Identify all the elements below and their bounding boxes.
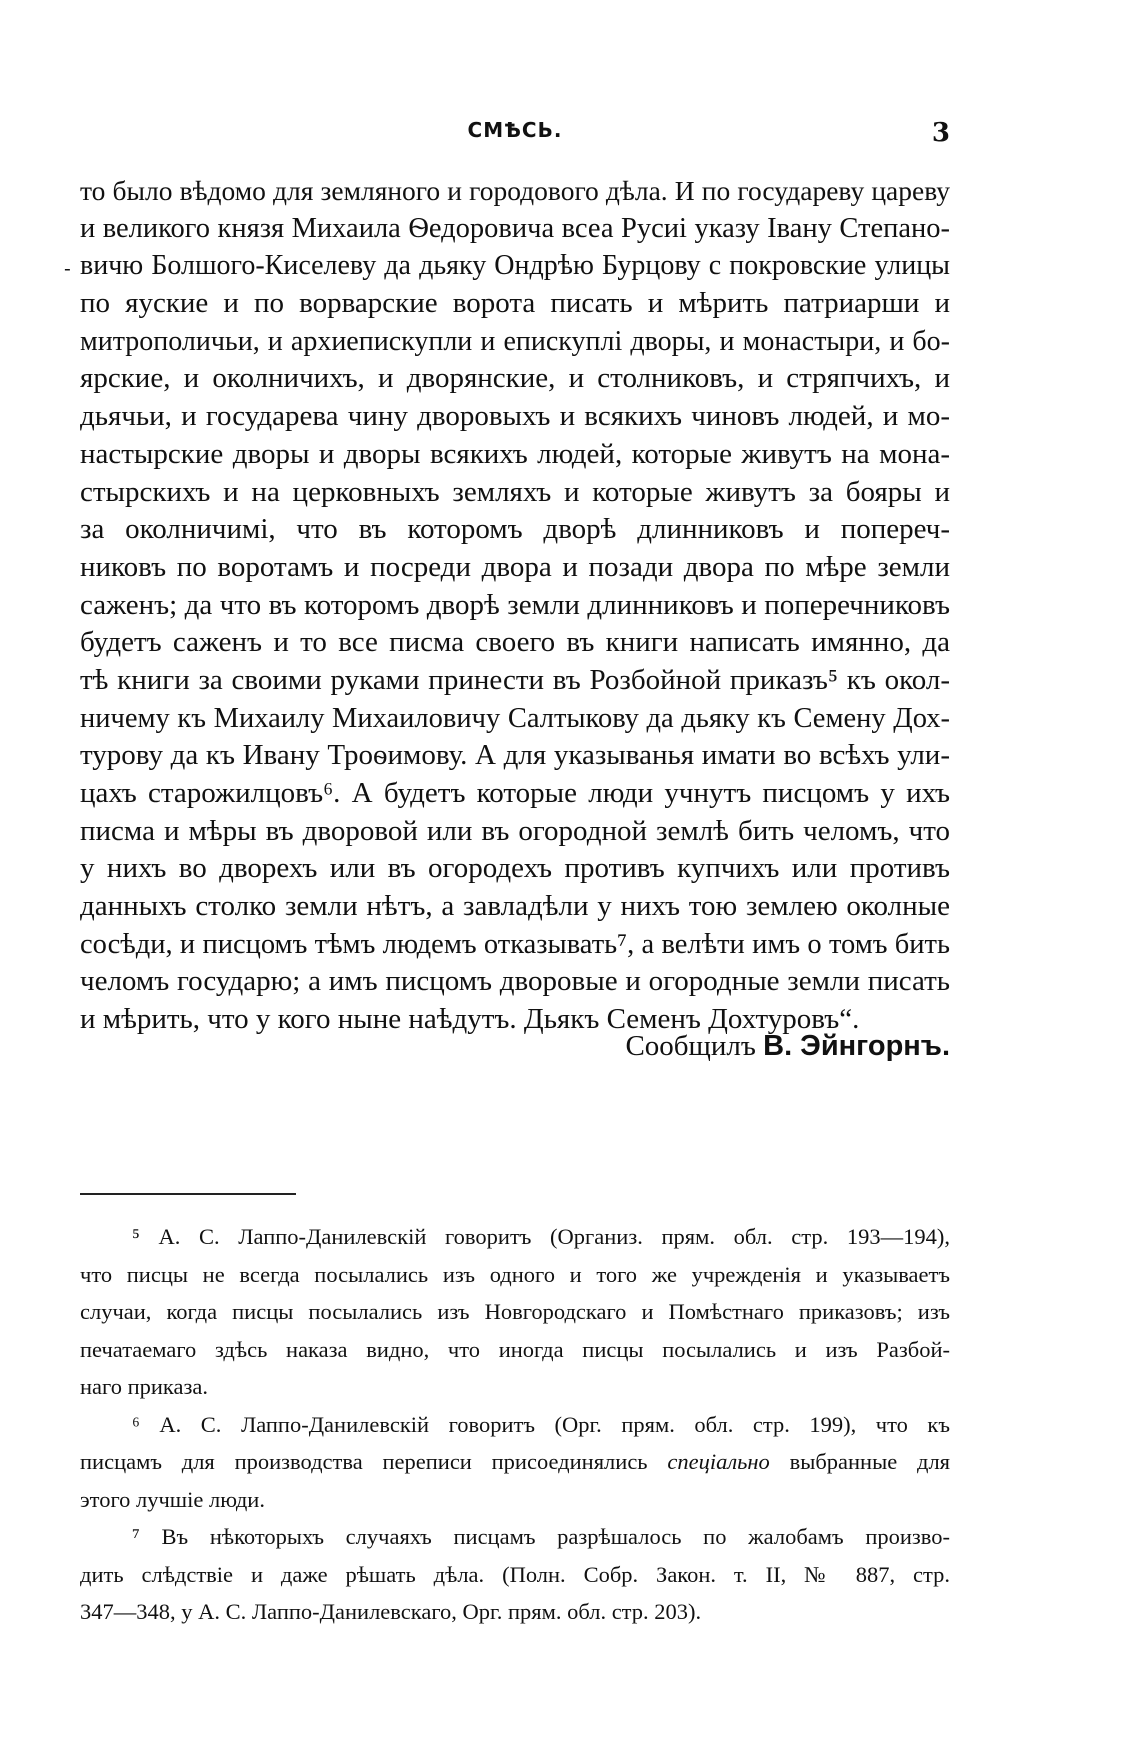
page-number: 3 xyxy=(931,118,950,148)
signature-author: В. Эйнгорнъ. xyxy=(763,1030,950,1062)
text-line: турову да къ Ивану Троѳимову. А для указыванья имати во всѣхъ ули- xyxy=(80,739,950,772)
footnote-6-text: писцамъ для производства переписи присоединялись xyxy=(80,1449,648,1474)
text-line: писма и мѣры въ дворовой или въ огородной землѣ бить челомъ, что xyxy=(80,814,950,847)
footnote-6-line xyxy=(80,1443,950,1481)
text-line: сосѣди, и писцомъ тѣмъ людемъ отказывать⁷, а велѣти имъ о томъ бить xyxy=(80,928,950,960)
footnote-5-line: наго приказа. xyxy=(80,1374,208,1399)
footnote-6-text: выбранные для xyxy=(789,1449,951,1474)
text-line: тѣ книги за своими руками принести въ Розбойной приказъ⁵ къ окол- xyxy=(80,663,950,696)
footnote-5-line: ⁵ А. С. Лаппо-Данилевскій говоритъ (Организ. прям. обл. стр. 193—194), xyxy=(132,1224,950,1249)
footnote-7-line: дить слѣдствіе и даже рѣшать дѣла. (Полн. Собр. Закон. т. II, № 887, стр. xyxy=(80,1561,950,1587)
text-line: дьячьи, и государева чину дворовыхъ и всякихъ чиновъ людей, и мо- xyxy=(80,400,950,433)
footnote-7-line: ⁷ Въ нѣкоторыхъ случаяхъ писцамъ разрѣшалось по жалобамъ произво- xyxy=(132,1524,950,1549)
text-line: ничему къ Михаилу Михаиловичу Салтыкову да дьяку къ Семену Дох- xyxy=(80,702,950,734)
text-line: будетъ саженъ и то все писма своего въ книги написать имянно, да xyxy=(80,626,950,659)
text-line: настырские дворы и дворы всякихъ людей, которые живутъ на мона- xyxy=(80,437,950,470)
text-line: стырскихъ и на церковныхъ земляхъ и которые живутъ за бояры и xyxy=(80,475,950,508)
running-title: СМѢСЬ. xyxy=(467,118,563,142)
text-line: цахъ старожилцовъ⁶. А будетъ которые люди учнутъ писцомъ у ихъ xyxy=(80,777,950,809)
signature xyxy=(625,1030,950,1063)
main-text xyxy=(80,172,950,1039)
page-header xyxy=(80,118,950,154)
footnotes xyxy=(80,1218,950,1631)
text-line: митрополичьи, и архиепискупли и епискуплі дворы, и монастыри, и бо- xyxy=(80,325,950,357)
footnote-5-line: случаи, когда писцы посылались изъ Новгородскаго и Помѣстнаго приказовъ; изъ xyxy=(80,1299,950,1324)
text-line: за околничимі, что въ которомъ дворѣ длинниковъ и попереч- xyxy=(80,513,950,546)
text-line: и великого князя Михаила Ѳедоровича всеа Русиі указу Івану Степано- xyxy=(80,212,950,244)
footnote-6-line: ⁶ А. С. Лаппо-Данилевскій говоритъ (Орг. прям. обл. стр. 199), что къ xyxy=(132,1411,950,1437)
text-line: то было вѣдомо для земляного и городового дѣла. И по государеву цареву xyxy=(80,175,950,206)
text-line: ярские, и околничихъ, и дворянские, и столниковъ, и стряпчихъ, и xyxy=(80,362,950,395)
footnote-6-emphasis: спеціально xyxy=(667,1449,770,1474)
text-line: челомъ государю; а имъ писцомъ дворовые и огородные земли писать xyxy=(80,965,950,998)
text-line: и мѣрить, что у кого ныне наѣдутъ. Дьякъ Семенъ Дохтуровъ“. xyxy=(80,1003,860,1036)
text-line: данныхъ столко земли нѣтъ, а завладѣли у нихъ тою землею околные xyxy=(80,890,950,923)
footnote-6-line: этого лучшіе люди. xyxy=(80,1486,265,1512)
signature-prefix: Сообщилъ xyxy=(625,1030,756,1062)
footnote-rule xyxy=(80,1193,296,1195)
margin-mark: - xyxy=(64,256,71,280)
text-line: по яуские и по ворварские ворота писать и мѣрить патриарши и xyxy=(80,287,950,320)
footnote-5-line: печатаемаго здѣсь наказа видно, что иногда писцы посылались и изъ Разбой- xyxy=(80,1336,950,1362)
text-line: вичю Болшого-Киселеву да дьяку Ондрѣю Бурцову с покровские улицы xyxy=(80,250,950,282)
text-line: у нихъ во дворехъ или въ огородехъ противъ купчихъ или противъ xyxy=(80,852,950,885)
footnote-5-line: что писцы не всегда посылались изъ одного и того же учрежденія и указываетъ xyxy=(80,1261,950,1287)
text-line: саженъ; да что въ которомъ дворѣ земли длинниковъ и поперечниковъ xyxy=(80,588,950,621)
text-line: никовъ по воротамъ и посреди двора и позади двора по мѣре земли xyxy=(80,550,950,583)
footnote-7-line: 347—348, у А. С. Лаппо-Данилевскаго, Орг. прям. обл. стр. 203). xyxy=(80,1599,702,1624)
